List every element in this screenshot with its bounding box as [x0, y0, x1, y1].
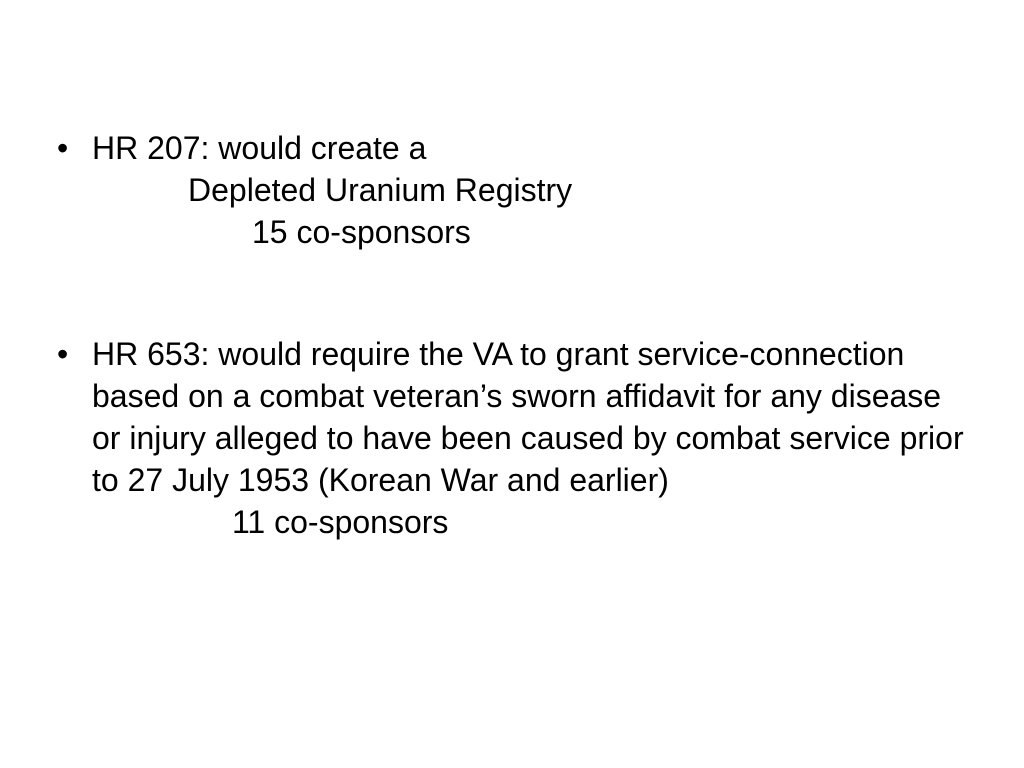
bullet-text [92, 127, 572, 253]
bullet-hr-207 [57, 127, 977, 277]
bullet-marker: • [57, 130, 69, 166]
bill-heading: HR 207: would create a [92, 130, 427, 166]
bill-description: HR 653: would require the VA to grant service-connection based on a combat veteran’s sworn affidavit for any disease or injury alleged to have been caused by combat service prior to 27 July 1953 (Korean War and earlier) [92, 336, 964, 498]
bullet-text [92, 333, 972, 543]
bill-subject: Depleted Uranium Registry [188, 172, 573, 208]
bill-cosponsors: 11 co-sponsors [232, 504, 449, 540]
bill-cosponsors: 15 co-sponsors [252, 214, 471, 250]
bullet-hr-653 [57, 333, 977, 603]
bullet-marker: • [57, 336, 69, 372]
